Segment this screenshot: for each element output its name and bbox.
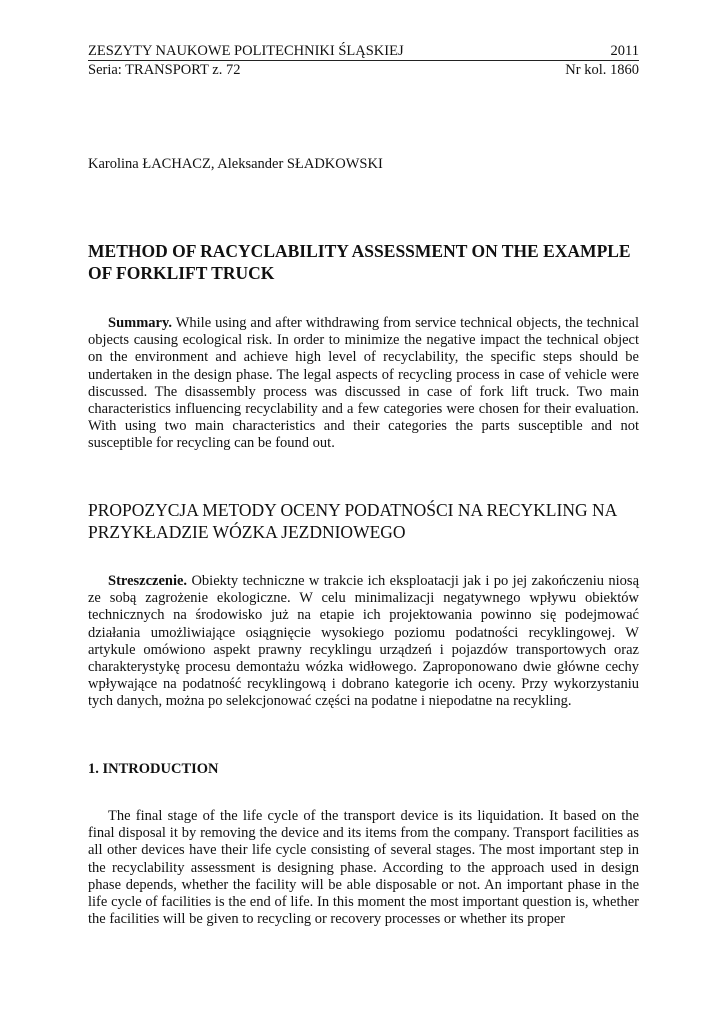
streszczenie-text: Obiekty techniczne w trakcie ich eksploatacji jak i po jej zakończeniu niosą ze sobą zagrożenie ekologiczne. W celu minimalizacji negatywnego wpływu obiektów technicznych na środowisko już na etapie ich projektowania powinno się podejmować działania umożliwiające osiągnięcie wysokiego poziomu podatności recyklingowej. W artykule omówiono aspekt prawny recyklingu urządzeń i pojazdów transportowych oraz charakterystykę procesu demontażu wózka widłowego. Zaproponowano dwie główne cechy wpływające na podatność recyklingową i dobrano kategorie ich oceny. Przy wykorzystaniu tych danych, można po selekcjonować części na podatne i niepodatne na recykling.	[88, 573, 639, 710]
introduction-paragraph: The final stage of the life cycle of the transport device is its liquidation. It based on the final disposal it by removing the device and its items from the company. Transport facilities as all other devices have their life cycle consisting of several stages. The most important step in the recyclability assessment is designing phase. According to the approach used in design phase depends, whether the facility will be able disposable or not. An important phase in the life cycle of facilities is the end of life. In this moment the most important question is, whether the facilities will be given to recycling or recovery processes or whether its proper	[88, 808, 639, 928]
running-header-top	[88, 43, 639, 60]
running-header-bottom	[88, 62, 639, 79]
summary-text: While using and after withdrawing from service technical objects, the technical objects causing ecological risk. In order to minimize the negative impact the technical object on the environment and achieve high level of recyclability, the specific steps should be undertaken in the design phase. The legal aspects of recycling process in case of vehicle were discussed. The disassembly process was discussed in case of fork lift truck. Two main characteristics influencing recyclability and a few categories were chosen for their evaluation. With using two main characteristics and their categories the parts susceptible and not susceptible for recycling can be found out.	[88, 315, 639, 452]
summary-paragraph	[88, 315, 639, 453]
streszczenie-label: Streszczenie.	[108, 573, 188, 589]
streszczenie-paragraph	[88, 573, 639, 711]
paper-title-en: METHOD OF RACYCLABILITY ASSESSMENT ON THE EXAMPLE OF FORKLIFT TRUCK	[88, 241, 631, 283]
journal-name: ZESZYTY NAUKOWE POLITECHNIKI ŚLĄSKIEJ	[88, 43, 404, 59]
header-rule	[88, 60, 639, 61]
authors: Karolina ŁACHACZ, Aleksander SŁADKOWSKI	[88, 156, 383, 172]
section-heading-introduction: 1. INTRODUCTION	[88, 761, 219, 777]
paper-title-pl: PROPOZYCJA METODY OCENY PODATNOŚCI NA RECYKLING NA PRZYKŁADZIE WÓZKA JEZDNIOWEGO	[88, 500, 617, 542]
summary-label: Summary.	[108, 315, 173, 331]
journal-year: 2011	[610, 43, 639, 59]
journal-series: Seria: TRANSPORT z. 72	[88, 62, 241, 78]
journal-number: Nr kol. 1860	[565, 62, 639, 78]
